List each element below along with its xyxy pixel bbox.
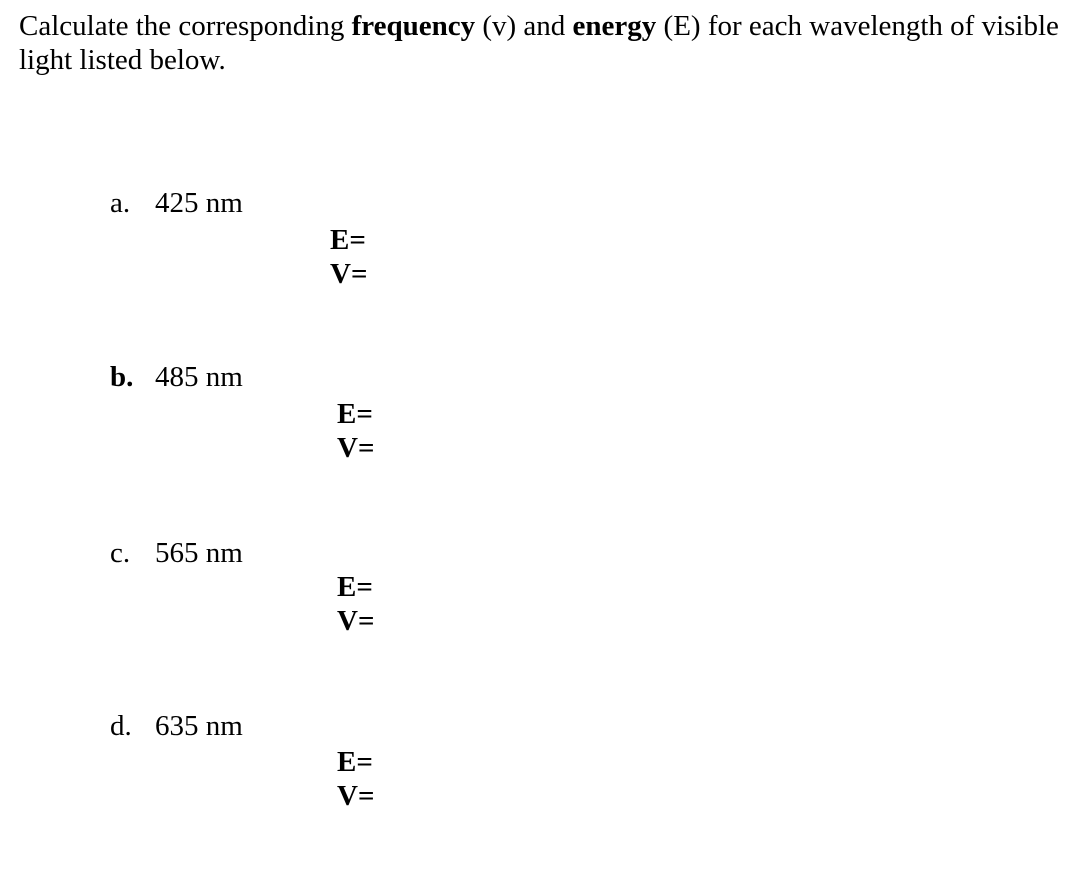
energy-answer-a: E= (330, 224, 366, 256)
energy-answer-d: E= (337, 746, 373, 778)
instructions-text-3: (E) for each wavelength of visible light listed below. (19, 10, 1059, 76)
question-item-a (110, 186, 243, 220)
instructions-energy-term: energy (572, 10, 657, 42)
item-wavelength: 565 nm (155, 537, 243, 569)
energy-answer-b: E= (337, 398, 373, 430)
item-wavelength: 425 nm (155, 187, 243, 219)
item-wavelength: 485 nm (155, 361, 243, 393)
question-item-b (110, 360, 243, 394)
frequency-answer-d: V= (337, 780, 375, 812)
item-letter: d. (110, 710, 132, 742)
energy-answer-c: E= (337, 571, 373, 603)
instructions-text-1: Calculate the corresponding (19, 10, 352, 42)
item-letter: c. (110, 537, 131, 569)
instructions-text-2: (v) and (475, 10, 573, 42)
item-letter: b. (110, 361, 134, 393)
frequency-answer-a: V= (330, 258, 368, 290)
instructions (19, 9, 1059, 77)
frequency-answer-c: V= (337, 605, 375, 637)
question-item-c (110, 536, 243, 570)
instructions-frequency-term: frequency (351, 10, 476, 42)
question-item-d (110, 709, 243, 743)
item-letter: a. (110, 187, 131, 219)
item-wavelength: 635 nm (155, 710, 243, 742)
frequency-answer-b: V= (337, 432, 375, 464)
